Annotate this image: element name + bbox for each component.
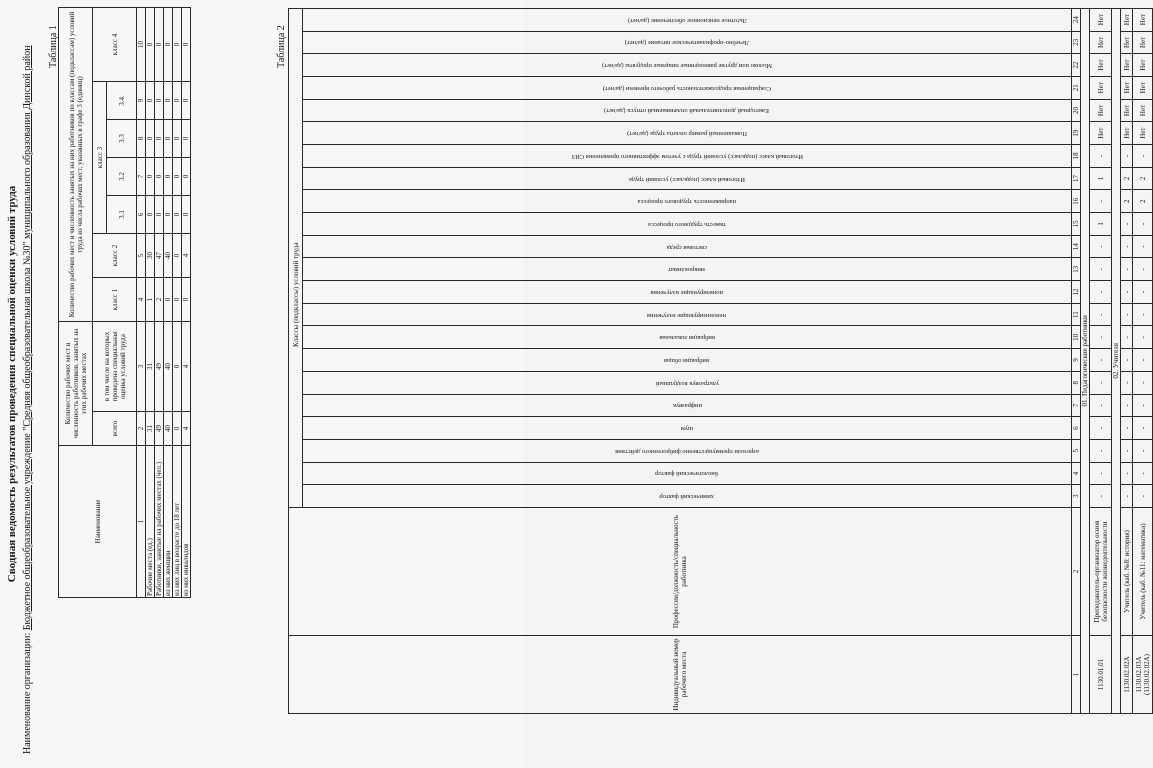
t2-cell: -	[1133, 213, 1153, 236]
t1-row	[146, 7, 155, 597]
t1-num: 7	[137, 157, 146, 195]
t2-head-factor	[303, 439, 1072, 462]
t2-head-factor	[303, 99, 1072, 122]
t2-num: 20	[1072, 99, 1081, 122]
t1-cell: 0	[146, 195, 155, 233]
t1-number-row	[137, 7, 146, 597]
t2-head-factor	[303, 394, 1072, 417]
t1-row	[182, 7, 191, 597]
t2-num: 7	[1072, 394, 1081, 417]
t2-cell: -	[1090, 439, 1112, 462]
t2-head-id	[289, 636, 1072, 714]
table2-label: Таблица 2	[276, 25, 287, 68]
t1-row-name: из них инвалидов	[182, 446, 191, 598]
t1-head-name: Наименование	[59, 446, 137, 598]
t1-cell: 2	[155, 277, 164, 321]
t2-cell: -	[1133, 417, 1153, 440]
t1-num: 2	[137, 412, 146, 446]
t2-row-id: 1130.01.01	[1090, 636, 1112, 714]
t1-cell: 4	[182, 233, 191, 277]
t1-head-class2: класс 2	[93, 233, 137, 277]
t2-head-factor	[303, 76, 1072, 99]
t2-head-factor-text: вибрация локальная	[659, 334, 715, 342]
t2-head-factor	[303, 190, 1072, 213]
t2-cell: Нет	[1133, 76, 1153, 99]
t2-head-factor-text: микроклимат	[668, 266, 706, 274]
t2-section-row	[1081, 8, 1090, 713]
t2-cell: -	[1090, 258, 1112, 281]
t2-head-factor	[303, 371, 1072, 394]
t2-section-title: 02. Учителя	[1112, 8, 1121, 713]
document-title: Сводная ведомость результатов проведения специальной оценки условий труда	[6, 185, 18, 583]
t1-row-name: из них лиц в возрасте до 18 лет	[173, 446, 182, 598]
t1-cell: 0	[182, 81, 191, 119]
t2-cell: -	[1090, 235, 1112, 258]
t1-head-count-group: Количество рабочих мест и численность работников, занятых на этих рабочих местах	[59, 321, 93, 445]
workplace-table	[288, 8, 1153, 714]
t2-head-factor-text: Итоговый класс (подкласс) условий труда	[629, 175, 745, 183]
t2-cell: Нет	[1090, 54, 1112, 77]
t2-head-factor-text: Итоговый класс (подкласс) условий труда с учетом эффективного применения СИЗ	[571, 152, 803, 160]
t2-head-factor-text: Сокращенная продолжительность рабочего времени (да/нет)	[602, 84, 772, 92]
t2-head-factor-text: шум	[680, 425, 694, 433]
t1-cell: 0	[146, 81, 155, 119]
t2-cell: -	[1121, 235, 1133, 258]
t2-cell: 2	[1133, 190, 1153, 213]
t2-cell: -	[1121, 371, 1133, 394]
t2-num: 2	[1072, 508, 1081, 636]
t2-num: 15	[1072, 213, 1081, 236]
t2-cell: -	[1121, 349, 1133, 372]
t2-cell: Нет	[1121, 76, 1133, 99]
t2-cell: 2	[1121, 167, 1133, 190]
t2-cell: -	[1121, 326, 1133, 349]
t2-row	[1121, 8, 1133, 713]
t1-row	[164, 7, 173, 597]
t2-cell: -	[1121, 439, 1133, 462]
t2-cell: -	[1133, 371, 1153, 394]
t1-cell: 0	[164, 157, 173, 195]
t2-cell: Нет	[1121, 54, 1133, 77]
t2-cell: Нет	[1090, 122, 1112, 145]
t2-cell: Нет	[1090, 99, 1112, 122]
t2-num: 22	[1072, 54, 1081, 77]
t1-num: 6	[137, 195, 146, 233]
t1-cell: 40	[164, 321, 173, 411]
t2-num: 24	[1072, 8, 1081, 31]
t2-row-id: 1130.02.03А (1130.02.02А)	[1133, 636, 1153, 714]
t1-cell: 0	[173, 233, 182, 277]
t1-num: 8	[137, 119, 146, 157]
t1-cell: 0	[164, 195, 173, 233]
t2-cell: Нет	[1090, 8, 1112, 31]
t2-head-factor	[303, 31, 1072, 54]
t2-cell: -	[1121, 303, 1133, 326]
t1-cell: 0	[164, 81, 173, 119]
t1-cell: 0	[173, 119, 182, 157]
t2-num: 5	[1072, 439, 1081, 462]
t1-cell: 0	[164, 119, 173, 157]
t2-cell: -	[1133, 462, 1153, 485]
t2-cell: 2	[1121, 190, 1133, 213]
t1-cell: 4	[182, 412, 191, 446]
t2-cell: -	[1121, 258, 1133, 281]
t1-head-class1: класс 1	[93, 277, 137, 321]
t1-cell: 4	[182, 321, 191, 411]
t2-row-prof: Преподаватель-организатор основ безопасности жизнедеятельности	[1090, 508, 1112, 636]
t2-head-factor-text: химический фактор	[659, 493, 715, 501]
t1-cell: 0	[164, 277, 173, 321]
t2-head-factor	[303, 213, 1072, 236]
t2-cell: -	[1121, 485, 1133, 508]
t2-cell: -	[1133, 439, 1153, 462]
t1-cell: 0	[164, 7, 173, 81]
t2-row	[1090, 8, 1112, 713]
t1-cell: 40	[164, 412, 173, 446]
t2-cell: -	[1121, 213, 1133, 236]
t2-cell: Нет	[1133, 99, 1153, 122]
t2-cell: -	[1090, 303, 1112, 326]
table1-label: Таблица 1	[48, 25, 59, 68]
t2-head-factor	[303, 145, 1072, 168]
organization-line	[22, 14, 34, 754]
t2-cell: -	[1090, 417, 1112, 440]
t2-head-prof-text: Профессия/должность/специальность работника	[672, 514, 688, 629]
t1-cell: 0	[173, 412, 182, 446]
t1-cell: 0	[173, 195, 182, 233]
t2-head-prof	[289, 508, 1072, 636]
t2-row	[1133, 8, 1153, 713]
t2-row-id: 1130.02.02А	[1121, 636, 1133, 714]
t1-cell: 0	[146, 7, 155, 81]
t2-num: 10	[1072, 326, 1081, 349]
t2-cell: Нет	[1121, 8, 1133, 31]
summary-table	[58, 7, 191, 598]
t2-num: 9	[1072, 349, 1081, 372]
t1-cell: 49	[155, 412, 164, 446]
t2-head-factor-text: Льготное пенсионное обеспечение (да/нет)	[627, 16, 747, 24]
t2-num: 11	[1072, 303, 1081, 326]
t2-head-factor-text: биологический фактор	[655, 470, 719, 478]
t1-cell: 0	[182, 277, 191, 321]
t1-head-total: всего	[93, 412, 137, 446]
t2-cell: -	[1090, 371, 1112, 394]
t1-cell: 0	[173, 321, 182, 411]
t2-cell: -	[1133, 485, 1153, 508]
t2-num: 1	[1072, 636, 1081, 714]
t2-row-prof: Учитель (каб. №11: математика)	[1133, 508, 1153, 636]
t2-section-row	[1112, 8, 1121, 713]
t1-num: 3	[137, 321, 146, 411]
t2-cell: -	[1090, 190, 1112, 213]
t1-head-c32: 3.2	[107, 157, 137, 195]
t2-head-factor	[303, 235, 1072, 258]
t2-head-factor	[303, 8, 1072, 31]
t2-cell: 2	[1133, 167, 1153, 190]
t2-cell: Нет	[1133, 122, 1153, 145]
t1-head-class4: класс 4	[93, 7, 137, 81]
t1-head-c33: 3.3	[107, 119, 137, 157]
t2-cell: -	[1121, 462, 1133, 485]
t1-cell: 0	[173, 81, 182, 119]
t2-num: 16	[1072, 190, 1081, 213]
t2-head-factor-text: Молоко или другие равноценные пищевые продукты (да/нет)	[602, 62, 772, 70]
t2-head-factor	[303, 281, 1072, 304]
t2-head-factor	[303, 462, 1072, 485]
t1-cell: 0	[173, 157, 182, 195]
t2-head-factor	[303, 54, 1072, 77]
t1-row-name: Работники, занятые на рабочих местах (чел.)	[155, 446, 164, 598]
t2-cell: -	[1133, 394, 1153, 417]
t2-cell: -	[1133, 145, 1153, 168]
t2-cell: -	[1133, 258, 1153, 281]
t1-cell: 0	[155, 81, 164, 119]
t2-cell: Нет	[1121, 99, 1133, 122]
t1-cell: 0	[155, 7, 164, 81]
t1-head-classes-group: Количество рабочих мест и численность занятых на них работников по классам (подклассам) условий труда из числа рабочих мест, указанных в графе 3 (единиц)	[59, 7, 93, 321]
t2-head-factor-text: инфразвук	[672, 402, 702, 410]
t1-cell: 0	[146, 157, 155, 195]
t2-cell: -	[1090, 281, 1112, 304]
t1-row-name: Рабочие места (ед.)	[146, 446, 155, 598]
t1-cell: 0	[182, 195, 191, 233]
t2-section-title: 01. Педагогические работники	[1081, 8, 1090, 713]
t2-cell: Нет	[1133, 54, 1153, 77]
t1-num: 9	[137, 81, 146, 119]
t2-num: 23	[1072, 31, 1081, 54]
t2-head-factor-text: вибрация общая	[664, 357, 710, 365]
t2-head-factor-text: аэрозоли преимущественно фиброгенного действия	[615, 447, 759, 455]
t2-head-factor-text: Повышенный размер оплаты труда (да/нет)	[627, 130, 747, 138]
t2-num: 14	[1072, 235, 1081, 258]
t2-num: 3	[1072, 485, 1081, 508]
t1-cell: 1	[146, 277, 155, 321]
t2-head-factor-text: напряженность трудового процесса	[637, 198, 737, 206]
t2-num: 19	[1072, 122, 1081, 145]
t2-cell: -	[1133, 326, 1153, 349]
t1-row	[155, 7, 164, 597]
t2-cell: -	[1090, 485, 1112, 508]
t1-cell: 0	[155, 119, 164, 157]
t2-cell: -	[1133, 281, 1153, 304]
t2-cell: -	[1090, 349, 1112, 372]
t1-cell: 0	[155, 157, 164, 195]
t1-cell: 30	[146, 233, 155, 277]
t2-head-factor	[303, 303, 1072, 326]
t2-head-factor-text: ионизирующие излучения	[650, 288, 724, 296]
t1-row	[173, 7, 182, 597]
t1-cell: 0	[146, 119, 155, 157]
t2-head-factor	[303, 167, 1072, 190]
t2-cell: Нет	[1090, 76, 1112, 99]
t2-cell: -	[1121, 394, 1133, 417]
t2-num: 17	[1072, 167, 1081, 190]
t2-num: 8	[1072, 371, 1081, 394]
t1-cell: 47	[155, 233, 164, 277]
t2-cell: Нет	[1133, 8, 1153, 31]
t1-cell: 31	[146, 412, 155, 446]
org-name: Бюджетное общеобразовательное учреждение "Средняя общеобразовательная школа №30" муниципального образования Динской район	[22, 45, 33, 631]
t1-head-c34: 3.4.	[107, 81, 137, 119]
t1-cell: 0	[173, 7, 182, 81]
t2-cell: -	[1121, 145, 1133, 168]
t1-num: 5	[137, 233, 146, 277]
t2-cell: -	[1090, 326, 1112, 349]
t1-cell: 40	[164, 233, 173, 277]
t2-cell: 1	[1090, 213, 1112, 236]
t2-num: 18	[1072, 145, 1081, 168]
t2-head-factor-text: Лечебно-профилактическое питание (да/нет)	[624, 39, 750, 47]
t1-num: 1	[137, 446, 146, 598]
org-label: Наименование организации:	[22, 632, 33, 754]
t2-row-prof: Учитель (каб. №8: история)	[1121, 508, 1133, 636]
t1-cell: 0	[182, 119, 191, 157]
t2-head-factor	[303, 417, 1072, 440]
t2-cell: -	[1133, 235, 1153, 258]
t2-head-factor-text: тяжесть трудового процесса	[648, 220, 726, 228]
t2-cell: Нет	[1121, 31, 1133, 54]
t2-head-factor	[303, 122, 1072, 145]
t1-cell: 31	[146, 321, 155, 411]
t2-num: 12	[1072, 281, 1081, 304]
t2-cell: Нет	[1090, 31, 1112, 54]
t2-cell: 1	[1090, 167, 1112, 190]
t2-head-factor	[303, 485, 1072, 508]
t1-head-c31: 3.1	[107, 195, 137, 233]
t2-cell: -	[1090, 145, 1112, 168]
t2-head-factor-text: световая среда	[666, 243, 708, 251]
t2-num: 4	[1072, 462, 1081, 485]
t2-head-factor-text: Ежегодный дополнительный оплачиваемый отпуск (да/нет)	[604, 107, 770, 115]
t2-num: 13	[1072, 258, 1081, 281]
t2-head-factor	[303, 326, 1072, 349]
t2-head-factor	[303, 258, 1072, 281]
t2-cell: -	[1133, 349, 1153, 372]
t2-head-factor-text: неионизирующие излучения	[647, 311, 727, 319]
t2-head-factor-text: ультразвук воздушный	[655, 379, 719, 387]
t2-head-factors-group: Классы (подклассы) условий труда	[289, 8, 303, 507]
t1-num: 10	[137, 7, 146, 81]
t2-head-factor	[303, 349, 1072, 372]
t2-cell: Нет	[1133, 31, 1153, 54]
t2-cell: -	[1133, 303, 1153, 326]
t2-cell: Нет	[1121, 122, 1133, 145]
t2-head-id-text: Индивидуальный номер рабочего места	[672, 638, 688, 711]
t2-cell: -	[1121, 281, 1133, 304]
t1-cell: 0	[182, 7, 191, 81]
t2-num: 6	[1072, 417, 1081, 440]
t2-cell: -	[1090, 462, 1112, 485]
t1-row-name: из них женщин	[164, 446, 173, 598]
t1-head-in-sout: в том числе на которых проведена специальная оценка условий труда	[93, 321, 137, 411]
t1-cell: 0	[155, 195, 164, 233]
t2-num: 21	[1072, 76, 1081, 99]
t1-num: 4	[137, 277, 146, 321]
t1-cell: 0	[182, 157, 191, 195]
t1-head-class3: класс 3	[93, 81, 107, 233]
t2-cell: -	[1090, 394, 1112, 417]
t1-cell: 0	[173, 277, 182, 321]
t2-cell: -	[1121, 417, 1133, 440]
t1-cell: 49	[155, 321, 164, 411]
